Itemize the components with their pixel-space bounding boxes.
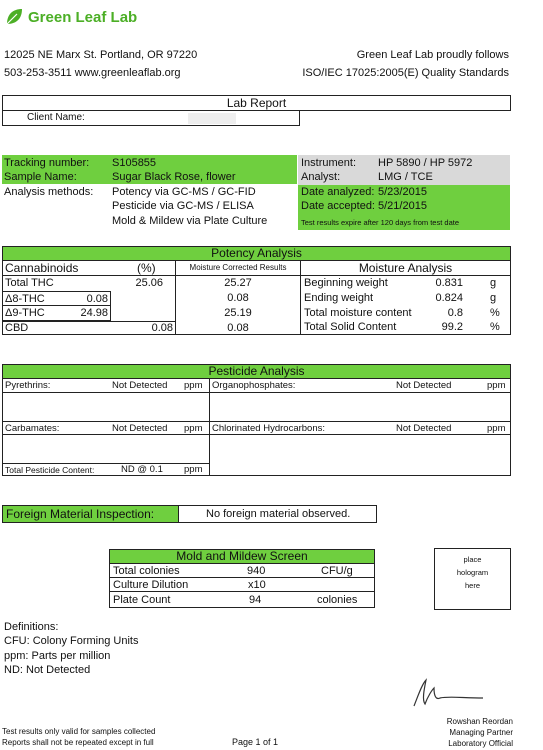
organo-value: Not Detected [396,380,452,391]
standard-text: ISO/IEC 17025:2005(E) Quality Standards [302,67,509,79]
method-pesticide: Pesticide via GC-MS / ELISA [112,200,254,212]
solid-total-value: 99.2 [441,321,463,333]
total-pesticide-unit: ppm [184,464,203,475]
moisture-total-label: Total moisture content [304,307,412,319]
mold-title: Mold and Mildew Screen [109,549,375,564]
organo-label: Organophosphates: [212,380,296,391]
definitions-title: Definitions: [4,621,59,633]
solid-total-unit: % [490,321,500,333]
moisture-ending-unit: g [490,292,497,304]
hologram-line2: hologram [456,568,489,577]
col-cannabinoids: Cannabinoids [5,261,79,275]
cannabinoid-name: Total THC [5,277,54,289]
signer-title1: Managing Partner [449,728,513,737]
moisture-beginning-unit: g [490,277,497,289]
signer-title2: Laboratory Official [448,739,513,748]
footer-note1: Test results only valid for samples collected [2,727,156,736]
potency-row-d9-thc [3,306,111,321]
date-analyzed-value: 5/23/2015 [378,186,427,198]
logo [4,6,164,28]
foreign-value: No foreign material observed. [206,508,351,520]
leaf-icon [4,7,24,27]
foreign-row [2,505,377,523]
moisture-beginning-label: Beginning weight [304,277,388,289]
expire-note: Test results expire after 120 days from test date [301,218,459,227]
mold-colonies-label: Total colonies [113,565,180,577]
solid-total-label: Total Solid Content [304,321,397,333]
definition-nd: ND: Not Detected [4,664,91,676]
sample-label: Sample Name: [4,171,77,183]
lab-report-title: Lab Report [2,95,511,111]
chlorinated-value: Not Detected [396,423,452,434]
moisture-beginning-value: 0.831 [435,277,463,289]
moisture-total-value: 0.8 [447,307,463,319]
carbamates-label: Carbamates: [5,423,60,434]
chlorinated-unit: ppm [487,423,506,434]
signature [408,676,488,710]
address: 12025 NE Marx St. Portland, OR 97220 [4,49,198,61]
signer-name: Rowshan Reordan [446,717,513,726]
potency-title: Potency Analysis [2,246,511,261]
corrected-total-thc: 25.27 [224,277,252,289]
moisture-ending-label: Ending weight [304,292,374,304]
instrument-value: HP 5890 / HP 5972 [378,157,473,169]
tracking-label: Tracking number: [4,157,90,169]
pyrethrins-label: Pyrethrins: [5,380,51,391]
cannabinoid-name: CBD [5,322,29,334]
hologram-box [434,548,511,610]
col-moisture-corrected-label: Moisture Corrected Results [189,263,287,272]
mold-colonies-unit: CFU/g [321,565,353,577]
pyrethrins-value: Not Detected [112,380,168,391]
client-label: Client Name: [27,112,85,123]
date-analyzed-label: Date analyzed: [301,186,375,198]
sample-value: Sugar Black Rose, flower [112,171,236,183]
mold-table [109,563,375,608]
corrected-d9-thc: 25.19 [224,307,252,319]
carbamates-unit: ppm [184,423,203,434]
date-accepted-label: Date accepted: [301,200,375,212]
pesticide-title: Pesticide Analysis [2,364,511,379]
date-accepted-value: 5/21/2015 [378,200,427,212]
mold-plate-label: Plate Count [113,594,171,606]
follows-text: Green Leaf Lab proudly follows [356,49,509,61]
mold-dilution-label: Culture Dilution [113,579,189,591]
page-number: Page 1 of 1 [232,737,279,747]
definition-ppm: ppm: Parts per million [4,650,111,662]
corrected-cbd: 0.08 [227,322,249,334]
method-potency: Potency via GC-MS / GC-FID [112,186,256,198]
methods-label: Analysis methods: [4,186,94,198]
potency-row-d8-thc [3,291,111,306]
method-mold: Mold & Mildew via Plate Culture [112,215,268,227]
client-row [2,110,300,126]
instrument-label: Instrument: [301,157,357,169]
organo-unit: ppm [487,380,506,391]
potency-row-total-thc [3,276,175,290]
mold-colonies-value: 940 [247,565,266,577]
total-pesticide-label: Total Pesticide Content: [5,465,95,475]
cannabinoid-sub: 0.08 [86,293,108,305]
chlorinated-label: Chlorinated Hydrocarbons: [212,423,326,434]
potency-table [2,260,511,335]
cannabinoid-name: Δ8-THC [5,293,45,305]
cannabinoid-pct: 25.06 [135,277,163,289]
hologram-line3: here [464,581,480,590]
analyst-value: LMG / TCE [378,171,433,183]
mold-plate-value: 94 [249,594,262,606]
corrected-d8-thc: 0.08 [227,292,249,304]
cannabinoid-name: Δ9-THC [5,307,45,319]
pyrethrins-unit: ppm [184,380,203,391]
logo-text: Green Leaf Lab [28,8,138,26]
moisture-ending-value: 0.824 [435,292,463,304]
cannabinoid-sub: 24.98 [80,307,108,319]
col-pct: (%) [137,261,156,275]
analyst-label: Analyst: [301,171,341,183]
phone-web: 503-253-3511 www.greenleaflab.org [4,67,181,79]
total-pesticide-value: ND @ 0.1 [121,464,163,475]
cannabinoid-pct: 0.08 [151,322,173,334]
footer-note2: Reports shall not be repeated except in full [2,738,154,747]
hologram-line1: place [463,555,482,564]
potency-row-cbd [3,321,175,334]
client-value-box [188,113,236,124]
pesticide-table [2,378,511,476]
carbamates-value: Not Detected [112,423,168,434]
moisture-total-unit: % [490,307,500,319]
foreign-label: Foreign Material Inspection: [6,507,155,521]
tracking-value: S105855 [112,157,157,169]
definition-cfu: CFU: Colony Forming Units [4,635,139,647]
mold-dilution-value: x10 [248,579,266,591]
col-moisture: Moisture Analysis [358,261,453,275]
mold-plate-unit: colonies [317,594,358,606]
